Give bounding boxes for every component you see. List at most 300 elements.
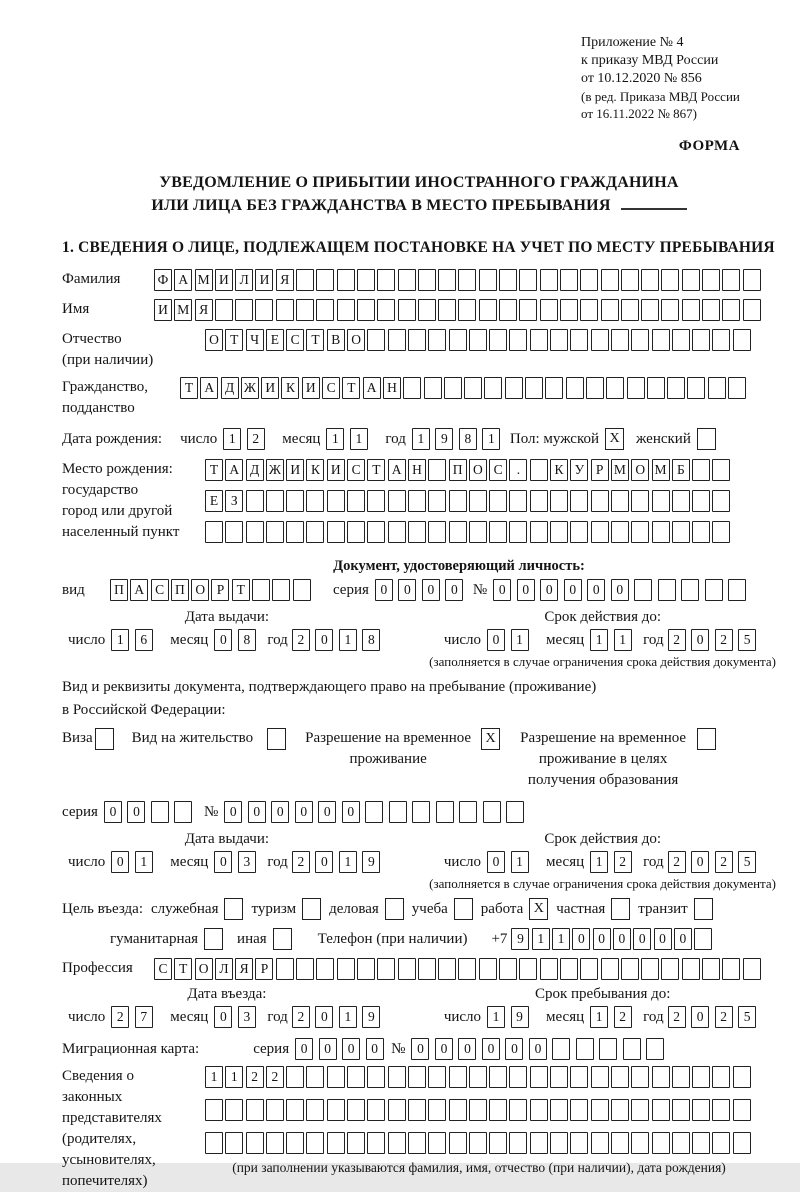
char-cell[interactable] — [469, 1066, 487, 1088]
char-cell[interactable] — [743, 269, 761, 291]
name-cells[interactable] — [154, 299, 763, 321]
residence-valid-year-cells[interactable] — [668, 851, 762, 873]
char-cell[interactable] — [403, 377, 421, 399]
char-cell[interactable]: 0 — [411, 1038, 429, 1060]
char-cell[interactable] — [661, 958, 679, 980]
char-cell[interactable] — [235, 299, 253, 321]
char-cell[interactable] — [388, 329, 406, 351]
char-cell[interactable] — [733, 1066, 751, 1088]
char-cell[interactable]: 0 — [633, 928, 651, 950]
char-cell[interactable]: 9 — [435, 428, 453, 450]
char-cell[interactable] — [591, 1066, 609, 1088]
char-cell[interactable]: 0 — [482, 1038, 500, 1060]
char-cell[interactable] — [702, 269, 720, 291]
char-cell[interactable]: 0 — [505, 1038, 523, 1060]
char-cell[interactable] — [489, 329, 507, 351]
char-cell[interactable] — [570, 1066, 588, 1088]
char-cell[interactable] — [449, 490, 467, 512]
char-cell[interactable] — [367, 490, 385, 512]
char-cell[interactable] — [255, 299, 273, 321]
char-cell[interactable] — [733, 1099, 751, 1121]
identity-series-cells[interactable] — [375, 579, 469, 601]
char-cell[interactable] — [712, 1132, 730, 1154]
char-cell[interactable] — [388, 1099, 406, 1121]
char-cell[interactable]: С — [154, 958, 172, 980]
char-cell[interactable] — [580, 299, 598, 321]
char-cell[interactable] — [580, 958, 598, 980]
char-cell[interactable] — [449, 329, 467, 351]
migration-number-cells[interactable] — [411, 1038, 670, 1060]
char-cell[interactable] — [570, 521, 588, 543]
char-cell[interactable]: 3 — [238, 851, 256, 873]
char-cell[interactable] — [540, 958, 558, 980]
char-cell[interactable] — [151, 801, 169, 823]
char-cell[interactable] — [570, 490, 588, 512]
char-cell[interactable] — [246, 1132, 264, 1154]
char-cell[interactable]: 0 — [654, 928, 672, 950]
char-cell[interactable]: 2 — [266, 1066, 284, 1088]
char-cell[interactable] — [489, 1132, 507, 1154]
char-cell[interactable] — [601, 299, 619, 321]
char-cell[interactable] — [428, 521, 446, 543]
char-cell[interactable] — [444, 377, 462, 399]
citizenship-cells[interactable] — [180, 377, 748, 399]
char-cell[interactable]: 2 — [668, 629, 686, 651]
char-cell[interactable]: С — [347, 459, 365, 481]
char-cell[interactable]: А — [225, 459, 243, 481]
char-cell[interactable] — [682, 958, 700, 980]
char-cell[interactable] — [327, 1066, 345, 1088]
char-cell[interactable]: 0 — [691, 629, 709, 651]
char-cell[interactable] — [599, 1038, 617, 1060]
birthdate-year-cells[interactable] — [412, 428, 506, 450]
char-cell[interactable]: 1 — [339, 851, 357, 873]
char-cell[interactable] — [215, 299, 233, 321]
char-cell[interactable] — [469, 1099, 487, 1121]
char-cell[interactable] — [225, 521, 243, 543]
birthplace-cells-row1[interactable] — [205, 459, 733, 481]
char-cell[interactable] — [611, 1099, 629, 1121]
char-cell[interactable]: 0 — [295, 801, 313, 823]
patronymic-cells[interactable] — [205, 329, 753, 351]
residence-series-cells[interactable] — [104, 801, 198, 823]
char-cell[interactable] — [576, 1038, 594, 1060]
char-cell[interactable] — [641, 958, 659, 980]
char-cell[interactable]: П — [110, 579, 128, 601]
char-cell[interactable] — [327, 1099, 345, 1121]
char-cell[interactable]: Ч — [246, 329, 264, 351]
char-cell[interactable] — [692, 490, 710, 512]
char-cell[interactable] — [438, 299, 456, 321]
char-cell[interactable]: 0 — [529, 1038, 547, 1060]
char-cell[interactable] — [347, 1132, 365, 1154]
char-cell[interactable] — [367, 1099, 385, 1121]
char-cell[interactable] — [722, 958, 740, 980]
char-cell[interactable]: М — [174, 299, 192, 321]
char-cell[interactable] — [266, 490, 284, 512]
char-cell[interactable] — [530, 329, 548, 351]
char-cell[interactable]: 3 — [238, 1006, 256, 1028]
char-cell[interactable] — [506, 801, 524, 823]
birthdate-month-cells[interactable] — [326, 428, 373, 450]
char-cell[interactable] — [652, 1066, 670, 1088]
char-cell[interactable] — [733, 1132, 751, 1154]
char-cell[interactable]: Т — [180, 377, 198, 399]
char-cell[interactable] — [293, 579, 311, 601]
char-cell[interactable] — [530, 459, 548, 481]
char-cell[interactable] — [266, 1099, 284, 1121]
char-cell[interactable] — [681, 579, 699, 601]
char-cell[interactable]: 1 — [339, 629, 357, 651]
char-cell[interactable] — [412, 801, 430, 823]
char-cell[interactable]: 6 — [135, 629, 153, 651]
char-cell[interactable] — [327, 490, 345, 512]
char-cell[interactable]: 0 — [366, 1038, 384, 1060]
char-cell[interactable] — [652, 490, 670, 512]
char-cell[interactable] — [728, 579, 746, 601]
char-cell[interactable] — [266, 1132, 284, 1154]
char-cell[interactable]: О — [191, 579, 209, 601]
char-cell[interactable] — [357, 269, 375, 291]
stay-month-cells[interactable] — [590, 1006, 637, 1028]
char-cell[interactable]: 8 — [362, 629, 380, 651]
char-cell[interactable] — [408, 1132, 426, 1154]
char-cell[interactable] — [540, 269, 558, 291]
char-cell[interactable]: О — [195, 958, 213, 980]
residence-number-cells[interactable] — [224, 801, 530, 823]
char-cell[interactable]: М — [195, 269, 213, 291]
char-cell[interactable] — [560, 958, 578, 980]
char-cell[interactable] — [712, 459, 730, 481]
char-cell[interactable]: 0 — [214, 1006, 232, 1028]
char-cell[interactable] — [646, 1038, 664, 1060]
char-cell[interactable] — [692, 1066, 710, 1088]
char-cell[interactable]: 0 — [104, 801, 122, 823]
char-cell[interactable]: 1 — [350, 428, 368, 450]
char-cell[interactable] — [337, 299, 355, 321]
char-cell[interactable] — [606, 377, 624, 399]
char-cell[interactable] — [489, 490, 507, 512]
char-cell[interactable] — [449, 1099, 467, 1121]
char-cell[interactable] — [428, 1099, 446, 1121]
char-cell[interactable]: 0 — [674, 928, 692, 950]
char-cell[interactable]: П — [171, 579, 189, 601]
surname-cells[interactable] — [154, 269, 763, 291]
char-cell[interactable]: 0 — [611, 579, 629, 601]
char-cell[interactable] — [570, 1132, 588, 1154]
char-cell[interactable] — [631, 1066, 649, 1088]
char-cell[interactable] — [509, 329, 527, 351]
char-cell[interactable] — [672, 1099, 690, 1121]
char-cell[interactable] — [652, 1132, 670, 1154]
char-cell[interactable] — [672, 1066, 690, 1088]
migration-series-cells[interactable] — [295, 1038, 389, 1060]
char-cell[interactable]: 1 — [532, 928, 550, 950]
char-cell[interactable] — [550, 329, 568, 351]
char-cell[interactable] — [705, 579, 723, 601]
char-cell[interactable] — [560, 269, 578, 291]
char-cell[interactable]: У — [570, 459, 588, 481]
char-cell[interactable] — [388, 1132, 406, 1154]
char-cell[interactable] — [712, 1066, 730, 1088]
char-cell[interactable]: 0 — [315, 1006, 333, 1028]
char-cell[interactable] — [519, 958, 537, 980]
purpose-study-checkbox[interactable] — [454, 898, 473, 920]
char-cell[interactable] — [580, 269, 598, 291]
char-cell[interactable]: Е — [266, 329, 284, 351]
char-cell[interactable] — [631, 1132, 649, 1154]
char-cell[interactable]: С — [489, 459, 507, 481]
char-cell[interactable]: О — [347, 329, 365, 351]
char-cell[interactable] — [499, 299, 517, 321]
char-cell[interactable]: 0 — [127, 801, 145, 823]
male-checkbox[interactable]: X — [605, 428, 624, 450]
char-cell[interactable]: И — [302, 377, 320, 399]
char-cell[interactable] — [509, 1066, 527, 1088]
char-cell[interactable] — [436, 801, 454, 823]
char-cell[interactable] — [306, 490, 324, 512]
char-cell[interactable]: 1 — [339, 1006, 357, 1028]
char-cell[interactable] — [459, 801, 477, 823]
char-cell[interactable]: 0 — [318, 801, 336, 823]
residence-valid-month-cells[interactable] — [590, 851, 637, 873]
char-cell[interactable] — [489, 1099, 507, 1121]
char-cell[interactable]: 5 — [738, 851, 756, 873]
char-cell[interactable]: 1 — [511, 629, 529, 651]
char-cell[interactable]: 8 — [238, 629, 256, 651]
char-cell[interactable]: 7 — [135, 1006, 153, 1028]
char-cell[interactable]: 0 — [271, 801, 289, 823]
char-cell[interactable]: П — [449, 459, 467, 481]
char-cell[interactable]: 1 — [111, 629, 129, 651]
char-cell[interactable]: 2 — [668, 1006, 686, 1028]
char-cell[interactable] — [296, 299, 314, 321]
char-cell[interactable] — [591, 490, 609, 512]
char-cell[interactable]: 0 — [691, 851, 709, 873]
char-cell[interactable] — [505, 377, 523, 399]
char-cell[interactable]: И — [327, 459, 345, 481]
profession-cells[interactable] — [154, 958, 763, 980]
char-cell[interactable] — [591, 1099, 609, 1121]
char-cell[interactable] — [408, 521, 426, 543]
char-cell[interactable] — [672, 329, 690, 351]
char-cell[interactable]: 1 — [511, 851, 529, 873]
char-cell[interactable]: 2 — [614, 851, 632, 873]
char-cell[interactable]: 9 — [511, 1006, 529, 1028]
char-cell[interactable] — [286, 1099, 304, 1121]
char-cell[interactable]: О — [205, 329, 223, 351]
char-cell[interactable] — [550, 1099, 568, 1121]
char-cell[interactable]: И — [154, 299, 172, 321]
char-cell[interactable]: Т — [232, 579, 250, 601]
char-cell[interactable] — [627, 377, 645, 399]
char-cell[interactable] — [525, 377, 543, 399]
char-cell[interactable] — [367, 329, 385, 351]
char-cell[interactable]: 0 — [375, 579, 393, 601]
char-cell[interactable] — [276, 299, 294, 321]
char-cell[interactable] — [682, 269, 700, 291]
purpose-business-checkbox[interactable] — [385, 898, 404, 920]
char-cell[interactable] — [464, 377, 482, 399]
char-cell[interactable]: 9 — [511, 928, 529, 950]
char-cell[interactable] — [550, 1132, 568, 1154]
char-cell[interactable] — [377, 299, 395, 321]
phone-cells[interactable] — [511, 928, 714, 950]
char-cell[interactable]: 0 — [593, 928, 611, 950]
char-cell[interactable] — [428, 1132, 446, 1154]
temp-residence-edu-checkbox[interactable] — [697, 728, 716, 750]
char-cell[interactable] — [225, 1099, 243, 1121]
char-cell[interactable] — [306, 1099, 324, 1121]
char-cell[interactable] — [631, 329, 649, 351]
char-cell[interactable]: 1 — [590, 629, 608, 651]
char-cell[interactable] — [225, 1132, 243, 1154]
char-cell[interactable] — [702, 958, 720, 980]
char-cell[interactable]: 9 — [362, 851, 380, 873]
char-cell[interactable] — [519, 299, 537, 321]
char-cell[interactable] — [483, 801, 501, 823]
char-cell[interactable] — [316, 958, 334, 980]
char-cell[interactable]: 0 — [613, 928, 631, 950]
char-cell[interactable] — [479, 299, 497, 321]
char-cell[interactable]: 2 — [246, 1066, 264, 1088]
identity-valid-month-cells[interactable] — [590, 629, 637, 651]
char-cell[interactable] — [286, 490, 304, 512]
char-cell[interactable] — [408, 490, 426, 512]
char-cell[interactable]: Т — [342, 377, 360, 399]
char-cell[interactable]: 0 — [587, 579, 605, 601]
char-cell[interactable]: И — [215, 269, 233, 291]
char-cell[interactable]: 0 — [248, 801, 266, 823]
char-cell[interactable] — [438, 958, 456, 980]
char-cell[interactable] — [357, 958, 375, 980]
char-cell[interactable] — [682, 299, 700, 321]
char-cell[interactable] — [530, 1099, 548, 1121]
identity-issue-month-cells[interactable] — [214, 629, 261, 651]
char-cell[interactable]: К — [550, 459, 568, 481]
visa-checkbox[interactable] — [95, 728, 114, 750]
char-cell[interactable]: 2 — [247, 428, 265, 450]
char-cell[interactable] — [438, 269, 456, 291]
char-cell[interactable]: Л — [215, 958, 233, 980]
identity-valid-day-cells[interactable] — [487, 629, 534, 651]
char-cell[interactable] — [327, 1132, 345, 1154]
char-cell[interactable]: 0 — [517, 579, 535, 601]
char-cell[interactable]: 5 — [738, 629, 756, 651]
char-cell[interactable]: Р — [211, 579, 229, 601]
char-cell[interactable]: 9 — [362, 1006, 380, 1028]
char-cell[interactable] — [469, 329, 487, 351]
char-cell[interactable] — [499, 958, 517, 980]
char-cell[interactable]: 0 — [224, 801, 242, 823]
char-cell[interactable] — [296, 269, 314, 291]
char-cell[interactable] — [591, 1132, 609, 1154]
char-cell[interactable]: Т — [225, 329, 243, 351]
char-cell[interactable] — [306, 1132, 324, 1154]
char-cell[interactable]: 0 — [214, 851, 232, 873]
temp-residence-checkbox[interactable]: X — [481, 728, 500, 750]
residence-issue-month-cells[interactable] — [214, 851, 261, 873]
char-cell[interactable] — [458, 958, 476, 980]
char-cell[interactable] — [672, 490, 690, 512]
char-cell[interactable] — [550, 1066, 568, 1088]
char-cell[interactable] — [623, 1038, 641, 1060]
char-cell[interactable] — [479, 958, 497, 980]
char-cell[interactable]: 1 — [205, 1066, 223, 1088]
char-cell[interactable] — [621, 269, 639, 291]
char-cell[interactable]: 0 — [111, 851, 129, 873]
char-cell[interactable]: 2 — [715, 1006, 733, 1028]
char-cell[interactable] — [418, 958, 436, 980]
char-cell[interactable] — [611, 490, 629, 512]
char-cell[interactable] — [641, 269, 659, 291]
char-cell[interactable]: К — [306, 459, 324, 481]
char-cell[interactable] — [743, 958, 761, 980]
char-cell[interactable] — [347, 1099, 365, 1121]
char-cell[interactable]: Б — [672, 459, 690, 481]
char-cell[interactable] — [530, 521, 548, 543]
birthplace-cells-row3[interactable] — [205, 521, 733, 543]
char-cell[interactable] — [509, 1099, 527, 1121]
char-cell[interactable] — [672, 1132, 690, 1154]
char-cell[interactable] — [398, 269, 416, 291]
char-cell[interactable] — [509, 521, 527, 543]
char-cell[interactable] — [586, 377, 604, 399]
char-cell[interactable]: 1 — [482, 428, 500, 450]
char-cell[interactable] — [347, 521, 365, 543]
char-cell[interactable] — [712, 1099, 730, 1121]
char-cell[interactable] — [418, 299, 436, 321]
char-cell[interactable] — [377, 958, 395, 980]
char-cell[interactable] — [692, 521, 710, 543]
char-cell[interactable]: И — [255, 269, 273, 291]
char-cell[interactable] — [286, 1132, 304, 1154]
char-cell[interactable] — [469, 490, 487, 512]
purpose-official-checkbox[interactable] — [224, 898, 243, 920]
char-cell[interactable]: Т — [174, 958, 192, 980]
char-cell[interactable]: 0 — [445, 579, 463, 601]
char-cell[interactable]: З — [225, 490, 243, 512]
char-cell[interactable] — [365, 801, 383, 823]
char-cell[interactable]: 2 — [111, 1006, 129, 1028]
char-cell[interactable] — [661, 269, 679, 291]
char-cell[interactable] — [469, 1132, 487, 1154]
char-cell[interactable]: Л — [235, 269, 253, 291]
char-cell[interactable] — [566, 377, 584, 399]
purpose-other-checkbox[interactable] — [273, 928, 292, 950]
char-cell[interactable] — [743, 299, 761, 321]
char-cell[interactable] — [327, 521, 345, 543]
char-cell[interactable]: 0 — [435, 1038, 453, 1060]
char-cell[interactable] — [306, 521, 324, 543]
char-cell[interactable] — [611, 329, 629, 351]
char-cell[interactable]: 0 — [572, 928, 590, 950]
char-cell[interactable] — [661, 299, 679, 321]
char-cell[interactable]: С — [151, 579, 169, 601]
char-cell[interactable]: 0 — [342, 801, 360, 823]
identity-issue-day-cells[interactable] — [111, 629, 158, 651]
char-cell[interactable] — [722, 299, 740, 321]
char-cell[interactable] — [357, 299, 375, 321]
char-cell[interactable]: Я — [235, 958, 253, 980]
female-checkbox[interactable] — [697, 428, 716, 450]
char-cell[interactable]: Я — [276, 269, 294, 291]
char-cell[interactable]: 1 — [590, 1006, 608, 1028]
char-cell[interactable] — [560, 299, 578, 321]
char-cell[interactable]: Я — [195, 299, 213, 321]
char-cell[interactable] — [652, 1099, 670, 1121]
purpose-humanitarian-checkbox[interactable] — [204, 928, 223, 950]
